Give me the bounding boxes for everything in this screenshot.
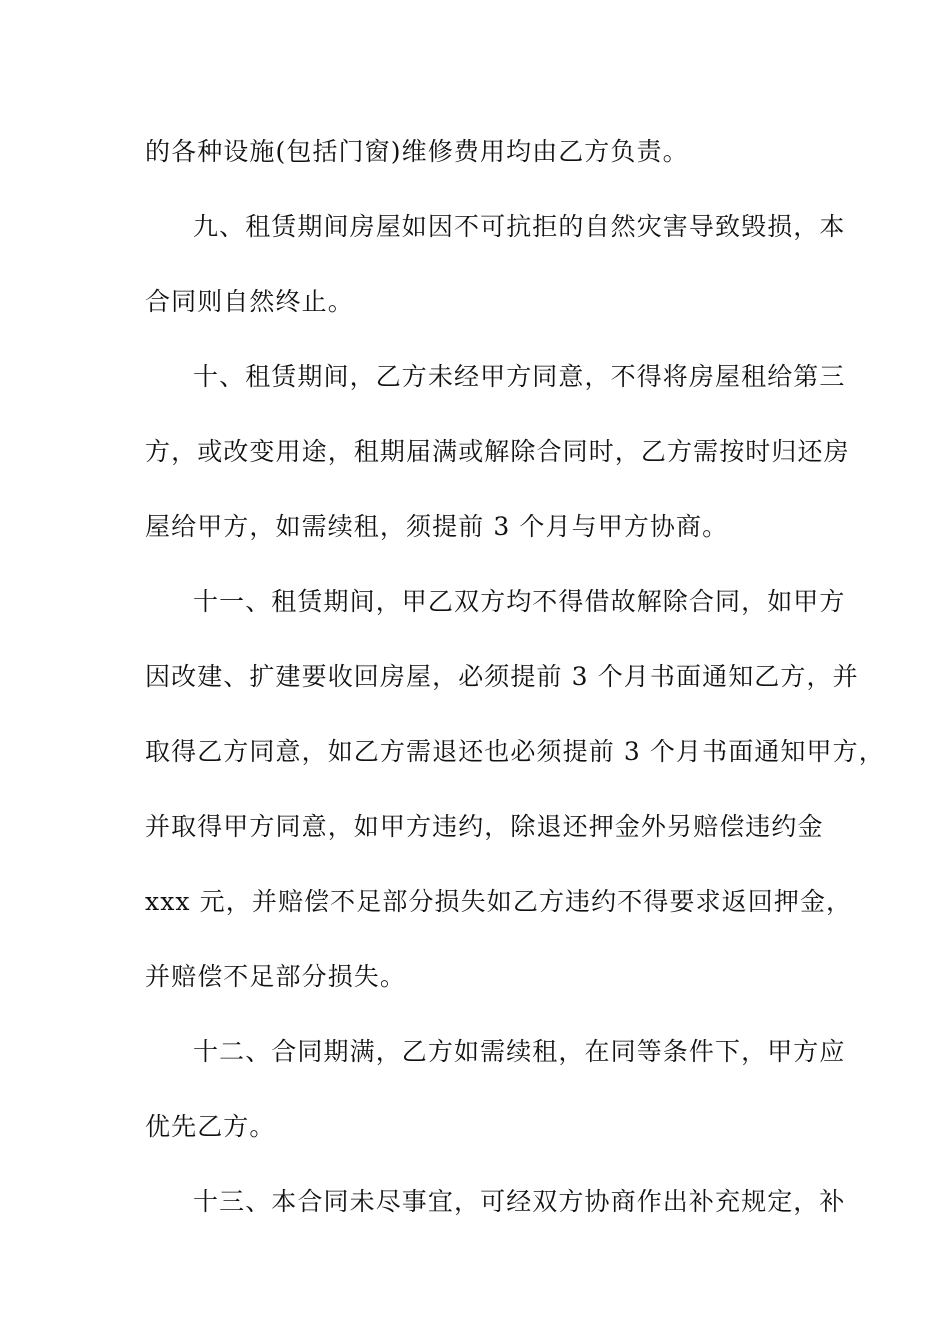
clause-11-line: 十一、租赁期间，甲乙双方均不得借故解除合同，如甲方	[193, 587, 846, 616]
clause-10-line: 十、租赁期间，乙方未经甲方同意，不得将房屋租给第三	[193, 362, 846, 391]
text-line: 的各种设施(包括门窗)维修费用均由乙方负责。	[145, 137, 689, 166]
text-line: 方，或改变用途，租期届满或解除合同时，乙方需按时归还房	[145, 437, 850, 466]
text-line: 合同则自然终止。	[145, 287, 354, 316]
text-line: 优先乙方。	[145, 1112, 276, 1141]
text-line: xxx 元，并赔偿不足部分损失如乙方违约不得要求返回押金，	[145, 887, 853, 916]
clause-12-line: 十二、合同期满，乙方如需续租，在同等条件下，甲方应	[193, 1037, 846, 1066]
clause-9-line: 九、租赁期间房屋如因不可抗拒的自然灾害导致毁损，本	[193, 212, 846, 241]
text-line: 因改建、扩建要收回房屋，必须提前 3 个月书面通知乙方，并	[145, 662, 859, 691]
text-line: 屋给甲方，如需续租，须提前 3 个月与甲方协商。	[145, 512, 729, 541]
text-line: 并取得甲方同意，如甲方违约，除退还押金外另赔偿违约金	[145, 812, 824, 841]
clause-13-line: 十三、本合同未尽事宜，可经双方协商作出补充规定，补	[193, 1187, 846, 1216]
text-line: 取得乙方同意，如乙方需退还也必须提前 3 个月书面通知甲方，	[145, 737, 885, 766]
text-line: 并赔偿不足部分损失。	[145, 962, 407, 991]
